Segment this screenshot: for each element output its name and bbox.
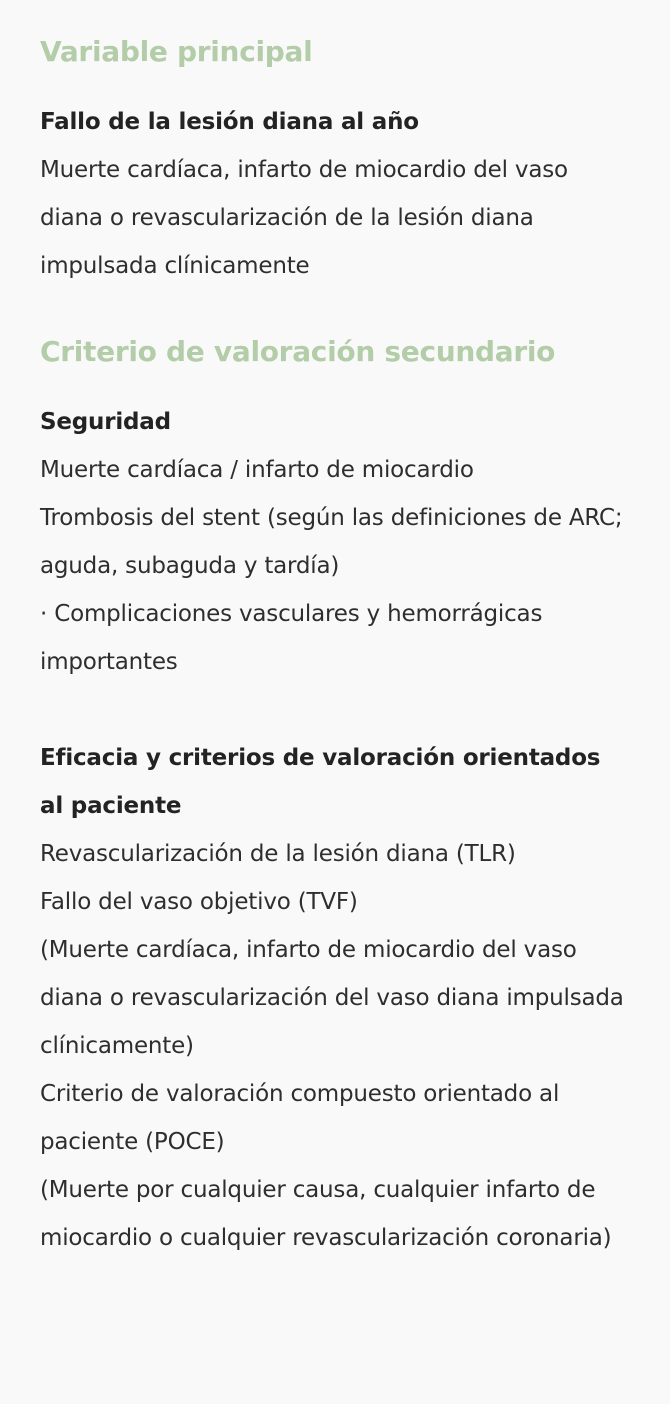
secondary-endpoint-section bbox=[40, 328, 630, 1262]
primary-endpoint-group bbox=[40, 98, 630, 290]
efficacy-item: Fallo del vaso objetivo (TVF) bbox=[40, 889, 358, 915]
safety-item: · Complicaciones vasculares y hemorrágicas importantes bbox=[40, 601, 543, 675]
efficacy-item: Criterio de valoración compuesto orientado al paciente (POCE) bbox=[40, 1081, 560, 1155]
efficacy-subheading: Eficacia y criterios de valoración orientados al paciente bbox=[40, 745, 601, 819]
primary-endpoint-section bbox=[40, 28, 630, 290]
efficacy-group bbox=[40, 734, 630, 1262]
safety-item: Muerte cardíaca / infarto de miocardio bbox=[40, 457, 474, 483]
efficacy-item: (Muerte por cualquier causa, cualquier infarto de miocardio o cualquier revascularización coronaria) bbox=[40, 1177, 612, 1251]
efficacy-item: (Muerte cardíaca, infarto de miocardio del vaso diana o revascularización del vaso diana impulsada clínicamente) bbox=[40, 937, 624, 1059]
secondary-endpoint-heading: Criterio de valoración secundario bbox=[40, 335, 556, 368]
primary-endpoint-subheading: Fallo de la lesión diana al año bbox=[40, 109, 419, 135]
safety-subheading: Seguridad bbox=[40, 409, 171, 435]
primary-endpoint-description: Muerte cardíaca, infarto de miocardio del vaso diana o revascularización de la lesión diana impulsada clínicamente bbox=[40, 157, 568, 279]
safety-group bbox=[40, 398, 630, 686]
primary-endpoint-heading: Variable principal bbox=[40, 35, 313, 68]
efficacy-item: Revascularización de la lesión diana (TLR) bbox=[40, 841, 516, 867]
safety-item: Trombosis del stent (según las definiciones de ARC; aguda, subaguda y tardía) bbox=[40, 505, 623, 579]
